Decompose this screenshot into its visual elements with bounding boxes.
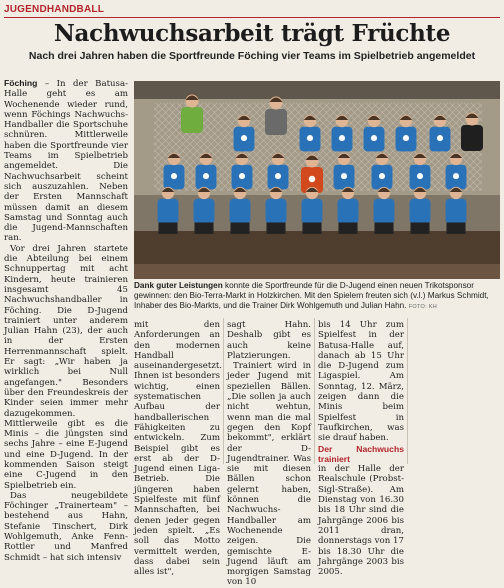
col2-paragraph-1: mit den Anforderungen an den modernen Handball auseinandergesetzt. Ihnen ist besonders wichtig, einen systematischen Aufbau der handballerischen Fähigkeiten zu entwickeln. Zum Beispiel gibt es erst ab der D-Jugend einen Liga-Betrieb. Die jüngeren haben Spielfeste mit fünf Mannschaften, bei denen jeder gegen jeden spielt. „Es soll das Motto vermittelt werden, dass dabei sein alles ist", (134, 320, 223, 578)
photo-credit: FOTO: KH (408, 304, 438, 310)
team-photo (134, 81, 500, 279)
column-divider (407, 318, 408, 464)
col1-paragraph-1-text: – In der Batusa-Halle geht es am Wochenende wieder rund, wenn Föchings Nachwuchs-Handballer die Sportschuhe schnüren. Mittlerweile haben die Sportfreunde vier Teams im Spielbetrieb angemeldet. Die Nachwuchsarbeit scheint sich auszuzahlen. Neben der Ersten Mannschaft müssen damit an diesem Samstag und Sonntag auch die Jugend-Mannschaften ran. (4, 79, 128, 244)
column-1 (4, 78, 128, 563)
dateline: Föching (4, 78, 38, 88)
photo-caption (134, 281, 500, 312)
col1-paragraph-2: Vor drei Jahren startete die Abteilung bei einem Schnuppertag mit acht Kindern, heute trainieren insgesamt 45 Nachwuchshandballer in Föching. Die D-Jugend trainiert unter anderem Julian Hahn (23), der auch in der Ersten Herrenmannschaft spielt. Er sagt: „Wir haben ja wirklich bei Null angefangen." Besonders über den Freundeskreis der Kinder seien immer mehr dazugekommen. Mittlerweile gibt es die Minis – die jüngsten sind sechs Jahre – eine E-Jugend und eine D-Jugend. In der kommenden Saison steigt eine C-Jugend in den Spielbetrieb ein. (4, 243, 128, 491)
column-4 (318, 320, 404, 578)
caption-text: konnte die Sportfreunde für die D-Jugend einen neuen Trikotsponsor gewinnen: den Bio-Terra-Markt in Holzkirchen. Mit den Spielern freuten sich (v.l.) Markus Schmidt, Inhaber des Bio-Markts, und die Trainer Dirk Wohlgemuth und Julian Hahn. (134, 281, 489, 310)
col4-paragraph-1: bis 14 Uhr zum Spielfest in der Batusa-Halle auf, danach ab 15 Uhr die D-Jugend zum Ligaspiel. Am Sonntag, 12. März, zeigen dann die Minis beim Spielfest in Taufkirchen, was sie drauf haben. (318, 320, 404, 444)
column-divider (314, 318, 315, 464)
column-divider (223, 318, 224, 464)
headline: Nachwuchsarbeit trägt Früchte (53, 20, 451, 47)
col4-paragraph-2: in der Halle der Realschule (Probst-Sigl-Straße). Am Dienstag von 16.30 bis 18 Uhr sind die Jahrgänge 2006 bis 2011 dran, donnerstags von 17 bis 18.30 Uhr die Jahrgänge 2003 bis 2005. (318, 464, 404, 578)
col3-paragraph-2: Trainiert wird in jeder Jugend mit speziellen Bällen. „Die sollen ja auch nicht wehtun, wenn man die mal gegen den Kopf bekommt", erklärt der D-Jugendtrainer. Was sie mit diesen Bällen schon gelernt haben, können die Nachwuchs-Handballer am Wochenende zeigen. Die gemischte E-Jugend läuft am morgigen Samstag von 10 (227, 361, 311, 588)
kicker: JUGENDHANDBALL (4, 4, 105, 15)
kicker-rule (4, 17, 500, 18)
col4-subheading: Der Nachwuchs trainiert (318, 443, 404, 464)
col1-paragraph-1 (4, 78, 128, 244)
column-3 (227, 320, 311, 588)
column-2 (134, 320, 223, 578)
col1-paragraph-3: Das neugebildete Föchinger „Trainerteam" – bestehend aus Hahn, Stefanie Tinschert, Dirk Wohlgemuth, Anke Fenn-Rottler und Manfred Schmidt – hat sich intensiv (4, 490, 128, 563)
caption-bold: Dank guter Leistungen (134, 281, 223, 290)
col3-paragraph-1: sagt Hahn. Deshalb gibt es auch keine Platzierungen. (227, 320, 311, 361)
subhead: Nach drei Jahren haben die Sportfreunde Föching vier Teams im Spielbetrieb angemeldet (28, 50, 476, 62)
